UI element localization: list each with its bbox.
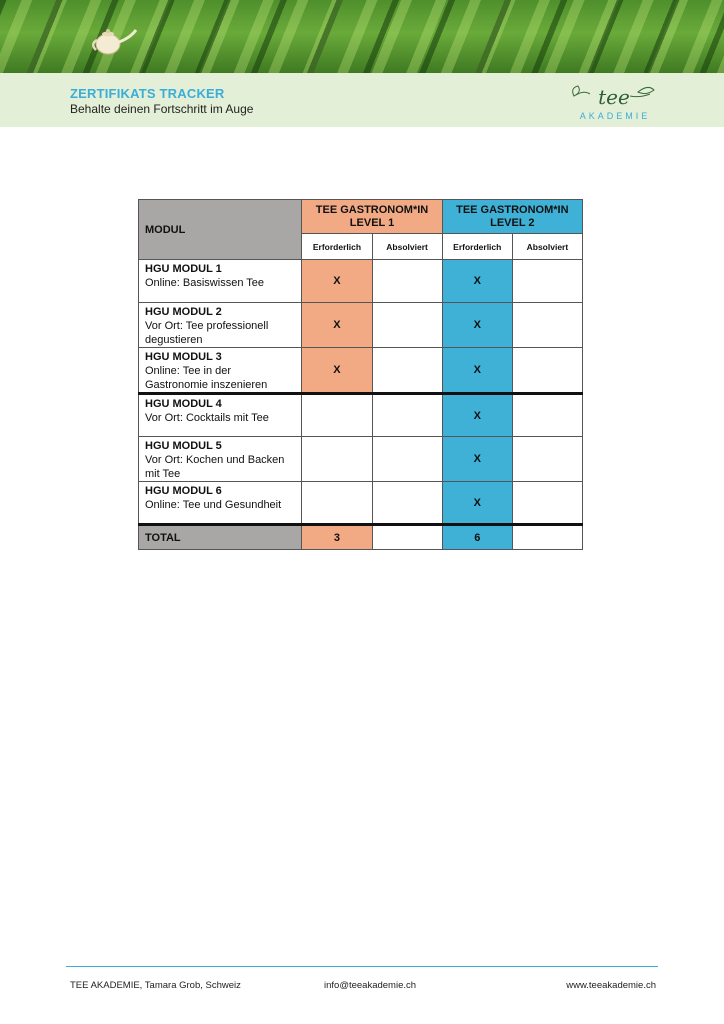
module-name: HGU MODUL 3 (145, 351, 222, 363)
module-name: HGU MODUL 5 (145, 440, 222, 452)
level-2-total-required: 6 (442, 525, 512, 550)
level-1-header: TEE GASTRONOM*IN LEVEL 1 (302, 200, 442, 234)
footer-company: TEE AKADEMIE, Tamara Grob, Schweiz (70, 980, 241, 991)
module-name: HGU MODUL 2 (145, 306, 222, 318)
level-2-completed-cell[interactable] (512, 260, 582, 303)
level-2-required-header: Erforderlich (442, 234, 512, 260)
level-1-completed-cell[interactable] (372, 482, 442, 525)
module-description: Vor Ort: Tee professionell degustieren (145, 320, 269, 346)
total-label: TOTAL (139, 525, 302, 550)
module-name: HGU MODUL 4 (145, 398, 222, 410)
footer-website-link[interactable]: www.teeakademie.ch (566, 980, 656, 991)
page-title: ZERTIFIKATS TRACKER (70, 86, 225, 101)
table-row (139, 348, 583, 394)
level-1-required-header: Erforderlich (302, 234, 372, 260)
level-2-completed-cell[interactable] (512, 303, 582, 348)
level-2-required-cell: X (442, 482, 512, 525)
page-subtitle: Behalte deinen Fortschritt im Auge (70, 102, 254, 116)
level-1-completed-header: Absolviert (372, 234, 442, 260)
module-name: HGU MODUL 1 (145, 263, 222, 275)
level-2-completed-cell[interactable] (512, 394, 582, 437)
module-cell (139, 348, 302, 394)
level-1-required-cell: X (302, 303, 372, 348)
module-cell (139, 482, 302, 525)
level-2-header: TEE GASTRONOM*IN LEVEL 2 (442, 200, 582, 234)
table-row (139, 394, 583, 437)
certificate-tracker-table (138, 199, 583, 550)
module-description: Online: Basiswissen Tee (145, 277, 265, 289)
footer-email-link[interactable]: info@teeakademie.ch (324, 980, 417, 991)
level-1-completed-cell[interactable] (372, 303, 442, 348)
level-1-required-cell (302, 437, 372, 482)
level-1-required-cell (302, 482, 372, 525)
level-2-required-cell: X (442, 348, 512, 394)
logo-subtitle: AKADEMIE (579, 111, 651, 121)
table-row (139, 303, 583, 348)
level-2-required-cell: X (442, 260, 512, 303)
module-cell (139, 303, 302, 348)
level-2-completed-cell[interactable] (512, 437, 582, 482)
level-1-required-cell: X (302, 260, 372, 303)
footer-divider (66, 966, 658, 967)
level-2-required-cell: X (442, 303, 512, 348)
table-row (139, 482, 583, 525)
level-1-total-required: 3 (302, 525, 372, 550)
level-1-required-cell (302, 394, 372, 437)
level-1-completed-cell[interactable] (372, 348, 442, 394)
teapot-icon (88, 18, 144, 60)
tea-field-banner (0, 0, 724, 73)
module-name: HGU MODUL 6 (145, 485, 222, 497)
module-description: Vor Ort: Cocktails mit Tee (145, 412, 269, 424)
level-1-completed-cell[interactable] (372, 394, 442, 437)
module-column-header: MODUL (139, 200, 302, 260)
level-1-completed-cell[interactable] (372, 437, 442, 482)
module-cell (139, 394, 302, 437)
module-cell (139, 437, 302, 482)
module-description: Vor Ort: Kochen und Backen mit Tee (145, 454, 285, 480)
logo-word: tee (598, 85, 630, 109)
total-row (139, 525, 583, 550)
level-1-completed-cell[interactable] (372, 260, 442, 303)
level-2-completed-header: Absolviert (512, 234, 582, 260)
module-description: Online: Tee und Gesundheit (145, 499, 282, 511)
table-row (139, 437, 583, 482)
level-2-required-cell: X (442, 437, 512, 482)
level-1-required-cell: X (302, 348, 372, 394)
level-2-completed-cell[interactable] (512, 348, 582, 394)
level-1-total-completed[interactable] (372, 525, 442, 550)
module-cell (139, 260, 302, 303)
level-2-total-completed[interactable] (512, 525, 582, 550)
module-description: Online: Tee in der Gastronomie inszenieren (145, 365, 268, 391)
level-2-completed-cell[interactable] (512, 482, 582, 525)
table-row (139, 260, 583, 303)
level-2-required-cell: X (442, 394, 512, 437)
